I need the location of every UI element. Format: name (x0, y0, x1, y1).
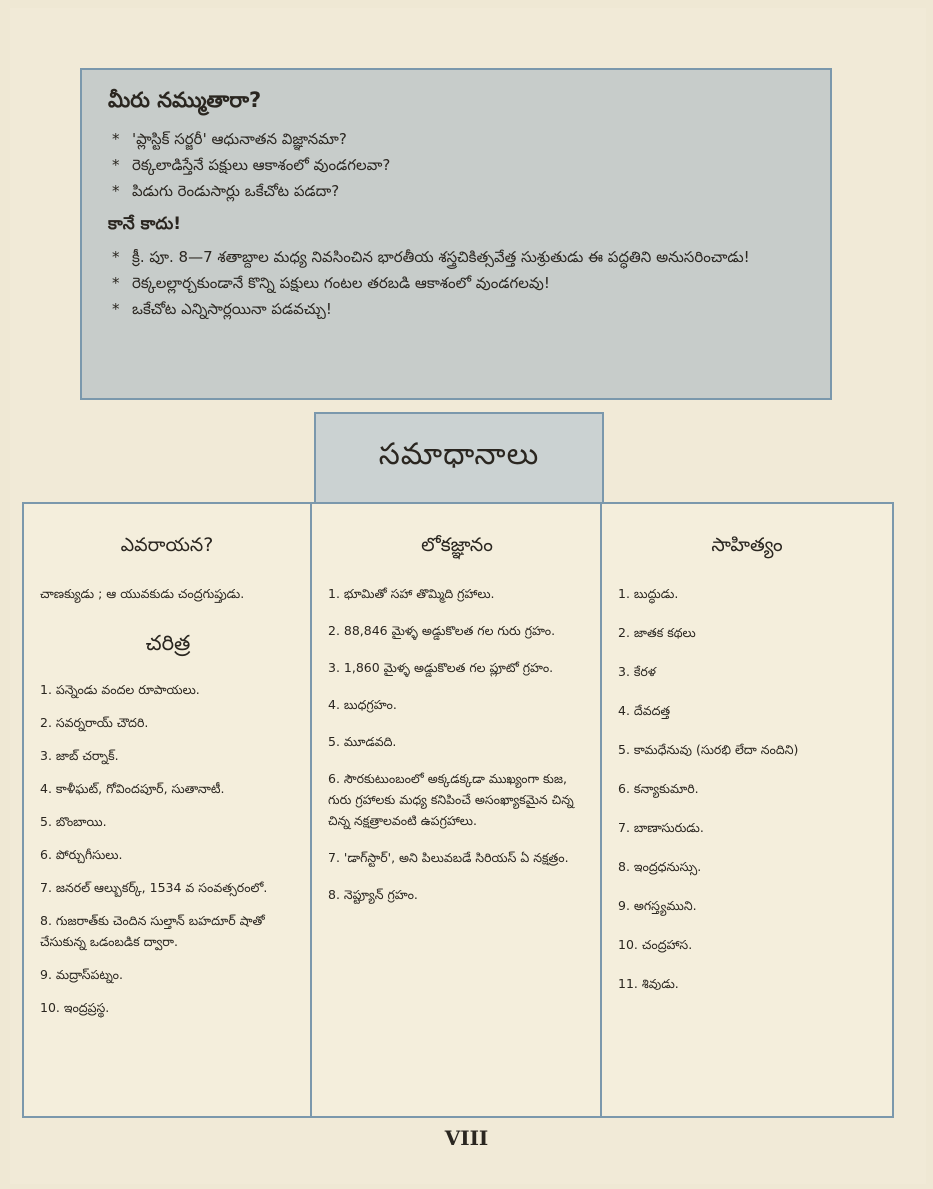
answer-item: 7. బాణాసురుడు. (618, 820, 704, 835)
answer-item: 1. పన్నెండు వందల రూపాయలు. (40, 682, 200, 697)
column-heading: ఎవరాయన? (120, 534, 214, 556)
answer-item: 1. భూమితో సహా తొమ్మిది గ్రహాలు. (328, 586, 495, 601)
answer-item: 9. మద్రాస్‌పట్నం. (40, 967, 123, 982)
column-literature (600, 502, 894, 1118)
answer-item: 9. అగస్త్యముని. (618, 898, 697, 913)
quiz-title: మీరు నమ్ముతారా? (108, 88, 262, 112)
answer-item: 2. సవర్నరాయ్ చౌదరి. (40, 715, 149, 730)
section-title: సమాధానాలు (314, 412, 604, 504)
column-history (22, 502, 312, 1118)
sub-heading: చరిత్ర (145, 631, 191, 655)
answer-item: 3. 1,860 మైళ్ళ అడ్డుకొలత గల ప్లూటో గ్రహం. (328, 660, 554, 675)
quiz-answer: * రెక్కలల్లార్చకుండానే కొన్ని పక్షులు గంటల తరబడి ఆకాశంలో వుండగలవు! (112, 274, 550, 292)
answer-item: 6. సౌరకుటుంబంలో అక్కడక్కడా ముఖ్యంగా కుజ, గురు గ్రహాలకు మధ్య కనిపించే అసంఖ్యాకమైన చిన్న చిన్న నక్షత్రాలవంటి ఉపగ్రహాలు. (328, 771, 574, 828)
answer-item: 4. కాళీఘట్, గోవిందపూర్, సుతానాటీ. (40, 781, 225, 796)
column-heading: లోకజ్ఞానం (421, 534, 493, 556)
answer-item: 4. బుధగ్రహం. (328, 697, 397, 712)
quiz-question: * 'ప్లాస్టిక్ సర్జరీ' ఆధునాతన విజ్ఞానమా? (112, 130, 347, 148)
quiz-answer: * క్రీ. పూ. 8—7 శతాబ్దాల మధ్య నివసించిన భారతీయ శస్త్రచికిత్సవేత్త సుశ్రుతుడు ఈ పద్ధతిని అనుసరించాడు! (112, 248, 750, 266)
column-heading: సాహిత్యం (711, 534, 783, 556)
answer-item: 10. చంద్రహాస. (618, 937, 693, 952)
answer-item: 2. జాతక కథలు (618, 625, 696, 640)
answer-item: 11. శివుడు. (618, 976, 679, 991)
bullet-icon: * (112, 182, 120, 200)
page-number: VIII (444, 1126, 489, 1150)
quiz-box (80, 68, 832, 400)
answer-item: 5. బొంబాయి. (40, 814, 107, 829)
answer-heading: కానే కాదు! (108, 214, 181, 234)
answer-item: 7. జనరల్ ఆల్బుకర్క్, 1534 వ సంవత్సరంలో. (40, 880, 268, 895)
answer-item: 8. ఇంద్రధనుస్సు. (618, 859, 702, 874)
answer-item: 10. ఇంద్రప్రస్థ. (40, 1000, 110, 1015)
answer-item: 1. బుద్ధుడు. (618, 586, 679, 601)
answer-item: 7. 'డాగ్‌స్టార్', అని పిలువబడే సిరియస్ ఏ నక్షత్రం. (328, 850, 569, 865)
quiz-question: * పిడుగు రెండుసార్లు ఒకేచోట పడదా? (112, 182, 340, 200)
answer-item: 6. కన్యాకుమారి. (618, 781, 699, 796)
answer-item: 5. మూడవది. (328, 734, 397, 749)
answer-item: 5. కామధేనువు (సురభి లేదా నందిని) (618, 742, 799, 757)
bullet-icon: * (112, 248, 120, 266)
answer-item: 8. నెప్ట్యూన్ గ్రహం. (328, 887, 418, 902)
bullet-icon: * (112, 156, 120, 174)
intro-answer: చాణక్యుడు ; ఆ యువకుడు చంద్రగుప్తుడు. (40, 586, 245, 601)
answer-item: 2. 88,846 మైళ్ళ అడ్డుకొలత గల గురు గ్రహం. (328, 623, 556, 638)
answer-item: 3. జాబ్ చర్నాక్. (40, 748, 119, 763)
answer-item: 3. కేరళ (618, 664, 656, 679)
bullet-icon: * (112, 300, 120, 318)
bullet-icon: * (112, 130, 120, 148)
bullet-icon: * (112, 274, 120, 292)
quiz-answer: * ఒకేచోట ఎన్నిసార్లయినా పడవచ్చు! (112, 300, 332, 318)
answer-item: 4. దేవదత్త (618, 703, 671, 718)
answer-item: 8. గుజరాత్‌కు చెందిన సుల్తాన్ బహదూర్ షాతో చేసుకున్న ఒడంబడిక ద్వారా. (40, 913, 265, 949)
quiz-question: * రెక్కలాడిస్తేనే పక్షులు ఆకాశంలో వుండగలవా? (112, 156, 391, 174)
column-general-knowledge (310, 502, 604, 1118)
answer-item: 6. పోర్చుగీసులు. (40, 847, 123, 862)
